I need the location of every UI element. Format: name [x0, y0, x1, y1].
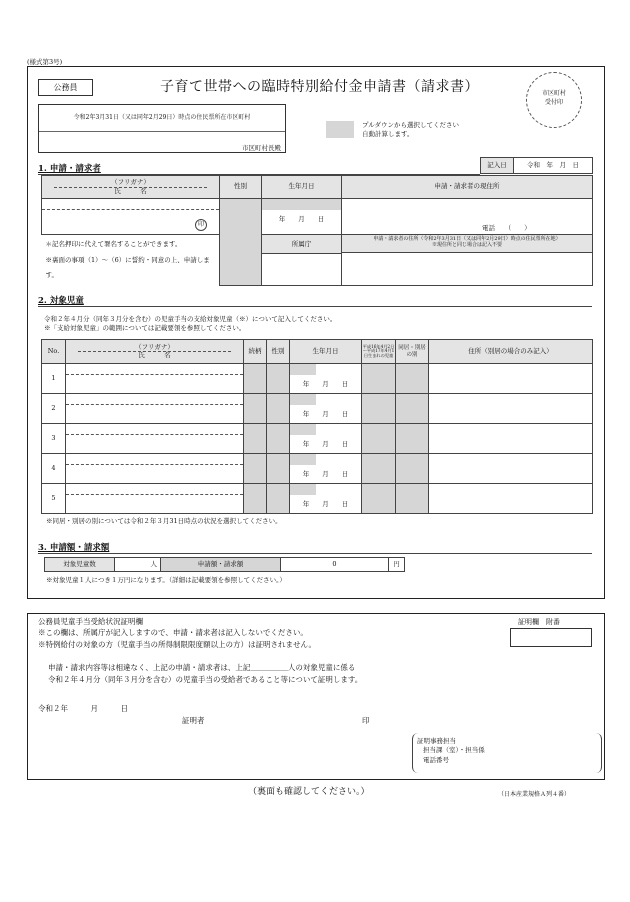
born-range-dropdown[interactable] [362, 394, 396, 424]
amount-value: 0 [281, 558, 389, 572]
mayor-salutation: 市区町村長殿 [242, 144, 281, 152]
child-birthdate-field[interactable] [290, 364, 362, 394]
child-name-field[interactable] [66, 454, 244, 484]
era-dropdown[interactable] [262, 199, 341, 210]
table-row [42, 364, 593, 394]
gender-label: 性別 [220, 176, 262, 199]
section2-intro2: ※「支給対象児童」の範囲については記載要領を参照してください。 [44, 324, 246, 333]
col-gender: 性別 [267, 340, 290, 364]
amount-unit: 円 [389, 558, 405, 572]
certificate-note1: ※この欄は、所属庁が記入しますので、申請・請求者は記入しないでください。 [38, 628, 308, 638]
child-birthdate-field[interactable] [290, 454, 362, 484]
child-count-label: 対象児童数 [45, 558, 115, 572]
certificate-number-label: 証明欄 附番 [518, 618, 560, 626]
child-count-unit: 人 [115, 558, 161, 572]
relation-dropdown[interactable] [244, 454, 267, 484]
certifier-seal: 印 [362, 716, 370, 725]
living-dropdown[interactable] [396, 484, 429, 514]
relation-dropdown[interactable] [244, 394, 267, 424]
section3-heading: 3. 申請額・請求額 [38, 543, 110, 553]
relation-dropdown[interactable] [244, 424, 267, 454]
row-no: 4 [42, 454, 66, 484]
child-name-field[interactable] [66, 484, 244, 514]
living-dropdown[interactable] [396, 424, 429, 454]
contact-title: 証明事務担当 [417, 737, 456, 745]
col-furigana: （フリガナ） [78, 344, 231, 352]
col-relation: 続柄 [244, 340, 267, 364]
gender-dropdown[interactable] [267, 454, 290, 484]
relation-dropdown[interactable] [244, 484, 267, 514]
born-range-dropdown[interactable] [362, 424, 396, 454]
table-row [42, 454, 593, 484]
col-no: No. [42, 340, 66, 364]
era-dropdown[interactable] [290, 454, 316, 465]
amount-note: ※対象児童１人につき１万円になります。（詳細は記載要領を参照してください。） [46, 576, 286, 584]
child-birthdate-field[interactable] [290, 394, 362, 424]
col-name: 氏 名 [138, 351, 171, 359]
child-birthdate-ymd: 年 月 日 [302, 410, 349, 418]
child-name-field[interactable] [66, 424, 244, 454]
child-address-field[interactable] [429, 364, 593, 394]
certificate-body1: 申請・請求内容等は相違なく、上記の申請・請求者は、上記＿＿＿＿＿人の対象児童に係る [48, 663, 356, 672]
contact-dept: 担当課（室）・担当係 [423, 746, 485, 755]
row-no: 2 [42, 394, 66, 424]
row-no: 1 [42, 364, 66, 394]
child-birthdate-ymd: 年 月 日 [302, 380, 349, 388]
child-birthdate-ymd: 年 月 日 [302, 470, 349, 478]
check-back-note: （裏面も確認してください。） [248, 787, 370, 797]
applicant-name-label: 氏 名 [114, 186, 147, 195]
child-birthdate-ymd: 年 月 日 [302, 500, 349, 508]
stamp-line1: 市区町村 [541, 90, 566, 97]
child-address-field[interactable] [429, 394, 593, 424]
child-birthdate-ymd: 年 月 日 [302, 440, 349, 448]
era-dropdown[interactable] [290, 394, 316, 405]
living-dropdown[interactable] [396, 454, 429, 484]
col-birthdate: 生年月日 [290, 340, 362, 364]
legend-swatch [326, 121, 354, 138]
legend-line2: 自動計算します。 [362, 129, 414, 138]
gender-dropdown[interactable] [267, 364, 290, 394]
gender-dropdown[interactable] [220, 199, 262, 286]
child-name-field[interactable] [66, 364, 244, 394]
office-field[interactable] [262, 254, 341, 275]
era-dropdown[interactable] [290, 424, 316, 435]
col-living: 同居・別居の別 [396, 340, 429, 364]
era-dropdown[interactable] [290, 364, 316, 375]
form-number: (様式第3号) [27, 58, 63, 66]
children-table [41, 339, 593, 514]
applicant-birthdate-field[interactable] [262, 199, 342, 235]
gender-dropdown[interactable] [267, 394, 290, 424]
page-title: 子育て世帯への臨時特別給付金申請書（請求書） [160, 79, 479, 95]
applicant-birthdate-ymd: 年 月 日 [278, 215, 325, 223]
row-no: 3 [42, 424, 66, 454]
legend-text [362, 121, 459, 139]
section1-heading: 1. 申請・請求者 [38, 164, 101, 174]
paper-size-note: （日本産業規格Ａ列４番） [498, 791, 571, 798]
birthdate-label: 生年月日 [262, 176, 342, 199]
born-range-dropdown[interactable] [362, 364, 396, 394]
child-birthdate-field[interactable] [290, 484, 362, 514]
certificate-body2: 令和２年４月分（同年３月分を含む）の児童手当の受給者であること等について証明します。 [48, 675, 363, 684]
table-row [42, 484, 593, 514]
current-address-field[interactable] [342, 199, 593, 235]
child-address-field[interactable] [429, 424, 593, 454]
gender-dropdown[interactable] [267, 424, 290, 454]
col-born-note: 平成16年4月2日～平成17年4月1日生まれの児童 [362, 340, 396, 364]
amount-label: 申請額・請求額 [161, 558, 281, 572]
child-address-field[interactable] [429, 484, 593, 514]
entry-date-field[interactable]: 令和 年 月 日 [514, 158, 593, 174]
legend-line1: プルダウンから選択してください [362, 121, 459, 129]
municipality-label: 令和2年3月31日（又は同年2月29日）時点の住民票所在市区町村 [73, 114, 251, 121]
office-label: 所属庁 [262, 235, 341, 254]
signature-note: ＊記名押印に代えて署名することができます。 [45, 240, 182, 248]
row-no: 5 [42, 484, 66, 514]
table-row [42, 394, 593, 424]
certificate-number-field[interactable] [510, 628, 592, 647]
certificate-title: 公務員児童手当受給状況証明欄 [38, 617, 143, 626]
contact-phone: 電話番号 [423, 755, 449, 764]
living-footnote: ※同居・別居の別については令和２年３月31日時点の状況を選択してください。 [46, 517, 282, 525]
same-address-note: ※現住所と同じ場合は記入不要 [431, 241, 502, 248]
living-dropdown[interactable] [396, 394, 429, 424]
resident-address-field[interactable] [342, 253, 592, 274]
current-address-label: 申請・請求者の現住所 [342, 176, 593, 199]
child-name-field[interactable] [66, 394, 244, 424]
reception-stamp [526, 72, 582, 128]
applicant-name-field[interactable] [42, 199, 220, 235]
certifier-label: 証明者 [182, 716, 205, 725]
gender-dropdown[interactable] [267, 484, 290, 514]
pledge-note: ※裏面の事項（1）～（6）に誓約・同意の上、申請します。 [45, 255, 210, 280]
certificate-note2: ※特例給付の対象の方（児童手当の所得制限限度額以上の方）は証明されません。 [38, 639, 316, 649]
col-address: 住所（別居の場合のみ記入） [429, 340, 593, 364]
entry-date-label: 記入日 [481, 158, 514, 174]
relation-dropdown[interactable] [244, 364, 267, 394]
era-dropdown[interactable] [290, 484, 316, 495]
applicant-table [41, 175, 593, 286]
child-birthdate-field[interactable] [290, 424, 362, 454]
amount-table [44, 557, 405, 572]
applicant-furigana-label: （フリガナ） [54, 179, 207, 187]
seal-mark: 印 [195, 219, 207, 231]
section2-intro1: 令和２年４月分（同年３月分を含む）の児童手当の支給対象児童（※）について記入してください。 [44, 315, 337, 323]
certificate-date: 令和２年 月 日 [38, 704, 128, 713]
official-badge: 公務員 [38, 79, 93, 96]
section2-heading: 2. 対象児童 [38, 296, 84, 306]
born-range-dropdown[interactable] [362, 484, 396, 514]
municipality-box[interactable] [38, 104, 286, 153]
living-dropdown[interactable] [396, 364, 429, 394]
entry-date [480, 157, 593, 174]
born-range-dropdown[interactable] [362, 454, 396, 484]
stamp-line2: 受付印 [544, 99, 563, 106]
resident-address-label: 申請・請求者の住所（令和2年3月31日（又は同年2月29日）時点の住民票所在地） [373, 236, 561, 242]
child-address-field[interactable] [429, 454, 593, 484]
phone-field[interactable]: 電話 （ ） [482, 223, 531, 232]
table-row [42, 424, 593, 454]
